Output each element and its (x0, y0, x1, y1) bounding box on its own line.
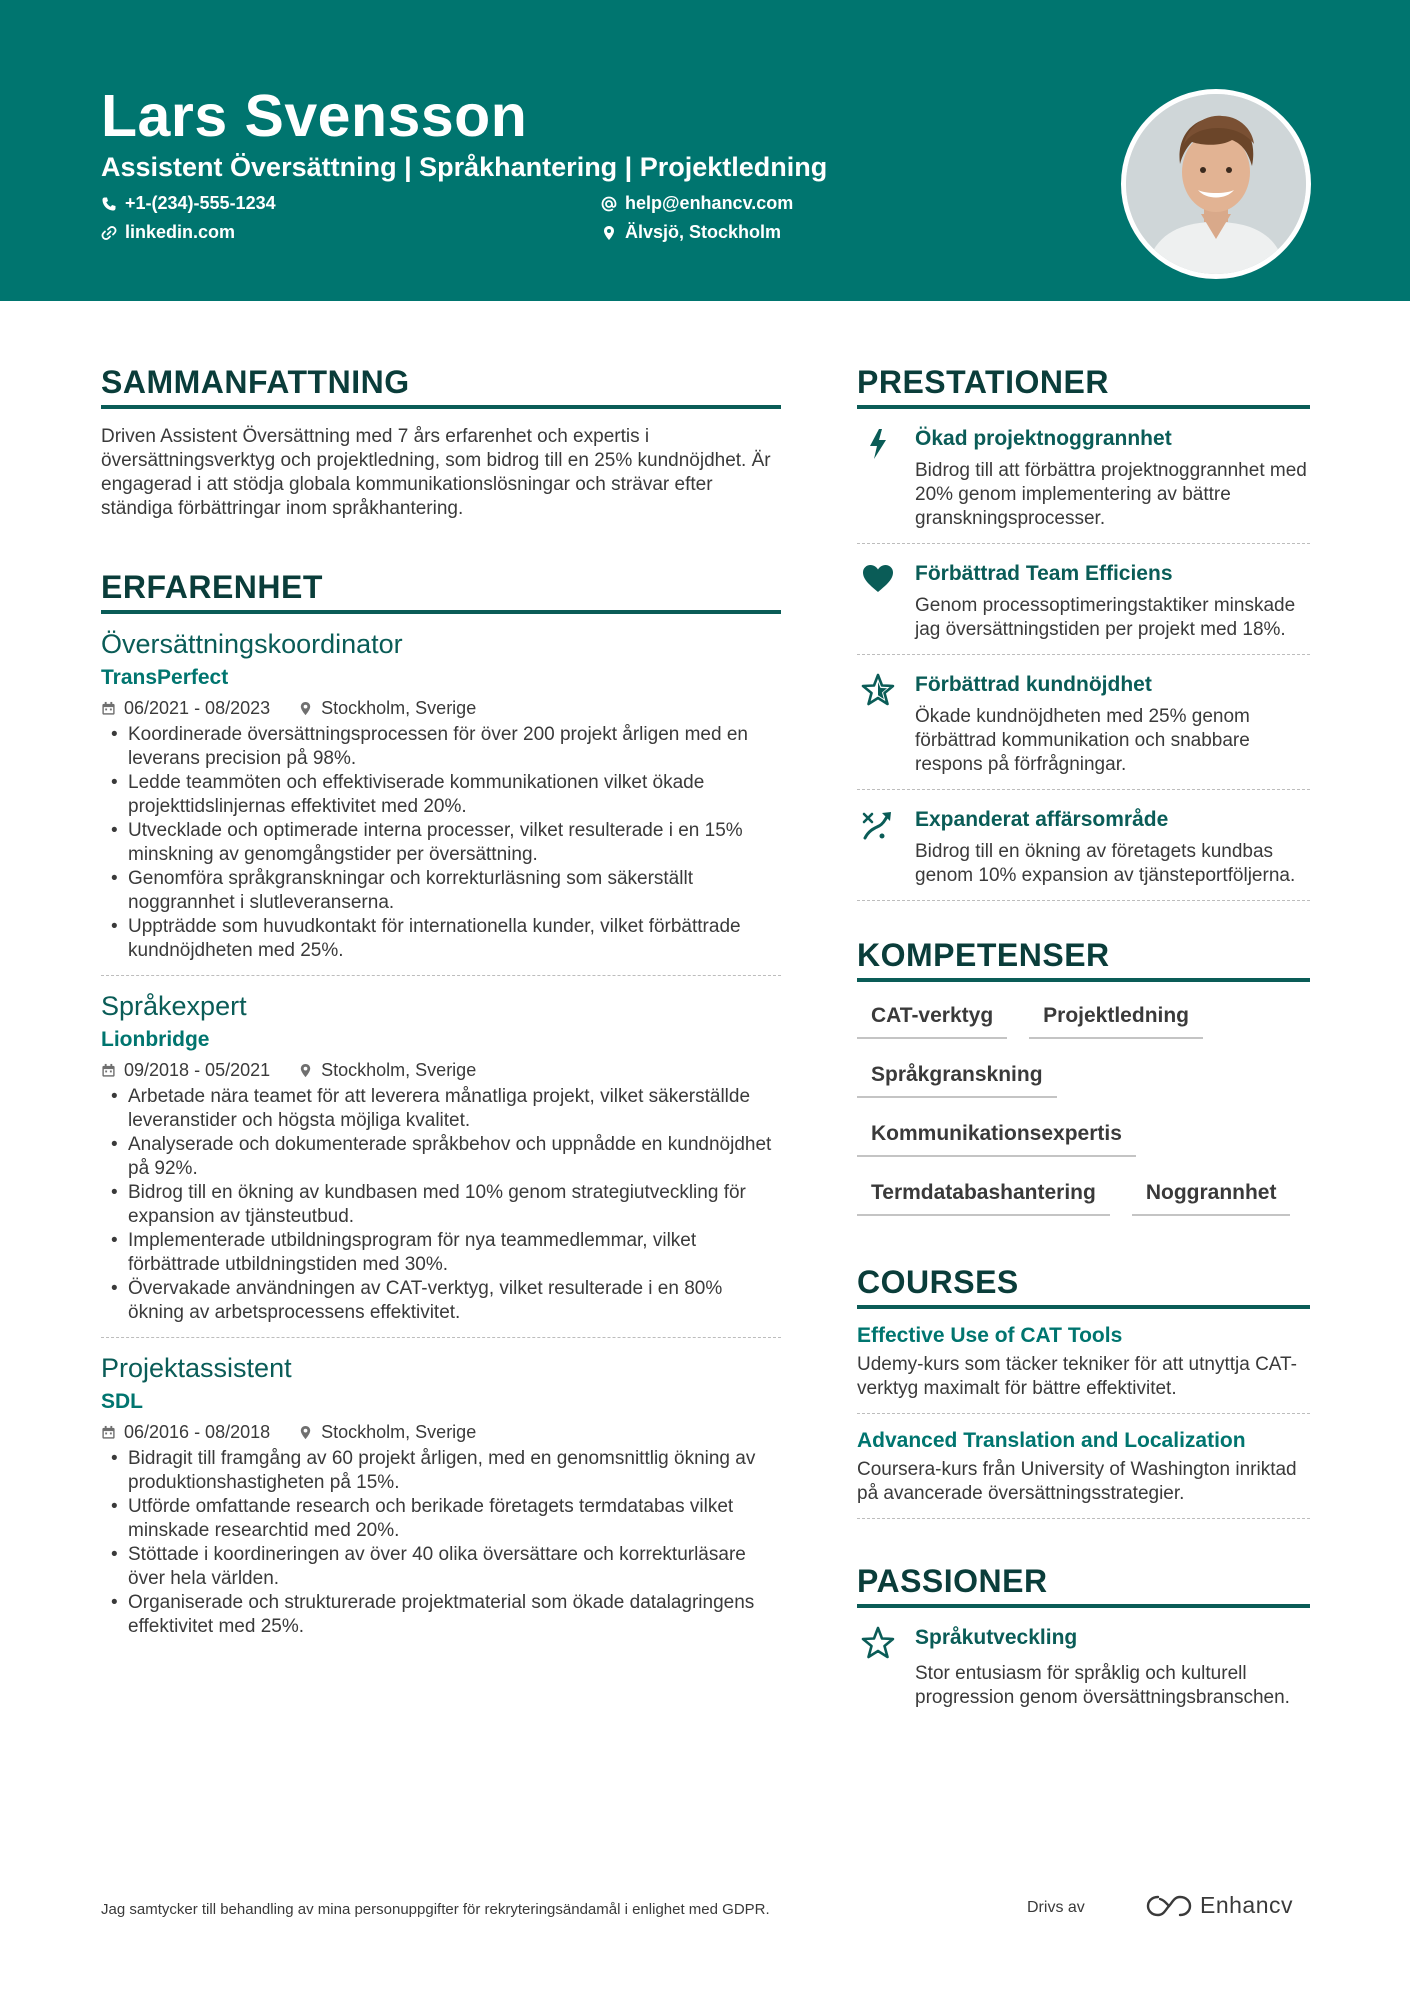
calendar-icon (101, 1425, 116, 1440)
job-bullet: • Bidrog till en ökning av kundbasen med 10% genom strategiutveckling för expansion av tjänsteutbud. (101, 1181, 781, 1229)
location-pin-icon (298, 1063, 313, 1078)
achievement-title: Förbättrad kundnöjdhet (915, 673, 1152, 696)
candidate-name: Lars Svensson (101, 83, 528, 149)
skill-tag: Språkgranskning (857, 1055, 1057, 1098)
job-bullet: • Uppträdde som huvudkontakt för internationella kunder, vilket förbättrade kundnöjdheten med 25%. (101, 915, 781, 963)
company-name: TransPerfect (101, 666, 229, 689)
job-dates (101, 698, 270, 719)
phone-text: +1-(234)-555-1234 (125, 193, 276, 213)
job-title: Projektassistent (101, 1353, 292, 1383)
skill-tag: CAT-verktyg (857, 996, 1007, 1039)
job-bullet: • Implementerade utbildningsprogram för nya teammedlemmar, vilket förbättrade utbildningstiden med 30%. (101, 1229, 781, 1277)
lightning-icon (861, 427, 895, 461)
job-dates (101, 1422, 270, 1443)
skill-tag: Kommunikationsexpertis (857, 1114, 1136, 1157)
job-bullet: • Bidragit till framgång av 60 projekt årligen, med en genomsnittlig ökning av produktionshastigheten på 15%. (101, 1447, 781, 1495)
job-bullets (101, 1447, 781, 1639)
job-meta (101, 1060, 781, 1081)
candidate-headline: Assistent Översättning | Språkhantering | Projektledning (101, 152, 828, 182)
skill-tag: Noggrannhet (1132, 1173, 1291, 1216)
link-icon (101, 225, 117, 241)
job-entry (101, 628, 781, 976)
company-name: SDL (101, 1390, 143, 1413)
achievement-desc: Bidrog till att förbättra projektnoggrannhet med 20% genom implementering av bättre granskningsprocesser. (915, 460, 1307, 529)
achievement-item (857, 655, 1310, 790)
job-location (298, 1422, 476, 1443)
job-bullet: • Genomföra språkgranskningar och korrekturläsning som säkerställt noggrannhet i slutleveranserna. (101, 867, 781, 915)
profile-photo (1121, 89, 1311, 279)
location-pin-icon (601, 225, 617, 241)
skills-list (857, 996, 1310, 1216)
course-item (857, 1414, 1310, 1519)
job-bullet: • Övervakade användningen av CAT-verktyg, vilket resulterade i en 80% ökning av arbetsprocessens effektivitet. (101, 1277, 781, 1325)
job-dates-text: 06/2016 - 08/2018 (124, 1422, 271, 1442)
right-column (857, 364, 1310, 1722)
calendar-icon (101, 1063, 116, 1078)
at-icon (601, 196, 617, 212)
job-entry (101, 1352, 781, 1639)
phone-icon (101, 196, 117, 212)
course-title: Advanced Translation and Localization (857, 1429, 1246, 1452)
job-bullet: • Arbetade nära teamet för att leverera månatliga projekt, vilket säkerställde leveranstider och högsta möjliga kvalitet. (101, 1085, 781, 1133)
job-bullet: • Stöttade i koordineringen av över 40 olika översättare och korrekturläsare över hela världen. (101, 1543, 781, 1591)
course-desc: Udemy-kurs som täcker tekniker för att utnyttja CAT-verktyg maximalt för bättre effektivitet. (857, 1354, 1297, 1399)
job-entry (101, 990, 781, 1338)
achievements-heading: PRESTATIONER (857, 364, 1310, 409)
course-title: Effective Use of CAT Tools (857, 1324, 1123, 1347)
contact-location (601, 222, 781, 243)
achievement-desc: Genom processoptimeringstaktiker minskade jag översättningstiden per projekt med 18%. (915, 595, 1296, 640)
job-bullet: • Koordinerade översättningsprocessen för över 200 projekt årligen med en leverans precision på 98%. (101, 723, 781, 771)
job-dates (101, 1060, 270, 1081)
location-pin-icon (298, 1425, 313, 1440)
summary-text: Driven Assistent Översättning med 7 års erfarenhet och expertis i översättningsverktyg och projektledning, som bidrog till en 25% kundnöjdhet. Är engagerad i att stödja globala kommunikationslösningar och strävar efter ständiga förbättringar inom språkhantering. (101, 426, 771, 519)
email-text: help@enhancv.com (625, 193, 794, 213)
job-meta (101, 698, 781, 719)
achievement-item (857, 790, 1310, 901)
enhancv-wordmark: Enhancv (1200, 1892, 1294, 1918)
job-dates-text: 06/2021 - 08/2023 (124, 698, 271, 718)
job-location (298, 1060, 476, 1081)
passion-title: Språkutveckling (915, 1626, 1078, 1649)
header-banner (0, 0, 1410, 301)
growth-arrow-icon (861, 808, 895, 842)
star-outline-icon (861, 1626, 895, 1660)
achievement-title: Ökad projektnoggrannhet (915, 427, 1172, 450)
location-pin-icon (298, 701, 313, 716)
job-bullets (101, 723, 781, 963)
achievement-item (857, 409, 1310, 544)
job-meta (101, 1422, 781, 1443)
contact-linkedin[interactable] (101, 222, 235, 243)
divider (101, 1337, 781, 1338)
achievement-item (857, 544, 1310, 655)
heart-icon (861, 562, 895, 596)
left-column (101, 364, 781, 1639)
passion-item (857, 1608, 1310, 1722)
course-desc: Coursera-kurs från University of Washington inriktad på avancerade översättningsstrategier. (857, 1459, 1297, 1504)
job-title: Översättningskoordinator (101, 629, 403, 659)
linkedin-text: linkedin.com (125, 222, 236, 242)
gdpr-consent: Jag samtycker till behandling av mina personuppgifter för rekryteringsändamål i enlighet med GDPR. (101, 1901, 770, 1918)
achievement-title: Expanderat affärsområde (915, 808, 1169, 831)
job-location (298, 698, 476, 719)
passions-heading: PASSIONER (857, 1563, 1310, 1608)
achievement-desc: Bidrog till en ökning av företagets kundbas genom 10% expansion av tjänsteportföljerna. (915, 841, 1296, 886)
job-title: Språkexpert (101, 991, 247, 1021)
job-bullets (101, 1085, 781, 1325)
experience-heading: ERFARENHET (101, 569, 781, 614)
enhancv-logo[interactable] (1146, 1892, 1293, 1919)
job-location-text: Stockholm, Sverige (321, 698, 477, 718)
course-item (857, 1309, 1310, 1414)
job-location-text: Stockholm, Sverige (321, 1060, 477, 1080)
job-bullet: • Organiserade och strukturerade projektmaterial som ökade datalagringens effektivitet med 25%. (101, 1591, 781, 1639)
achievement-title: Förbättrad Team Efficiens (915, 562, 1173, 585)
job-bullet: • Analyserade och dokumenterade språkbehov och uppnådde en kundnöjdhet på 92%. (101, 1133, 781, 1181)
skill-tag: Termdatabashantering (857, 1173, 1110, 1216)
job-location-text: Stockholm, Sverige (321, 1422, 477, 1442)
job-dates-text: 09/2018 - 05/2021 (124, 1060, 271, 1080)
contact-email[interactable] (601, 193, 793, 214)
enhancv-logo-icon (1146, 1894, 1192, 1918)
achievement-desc: Ökade kundnöjdheten med 25% genom förbättrad kommunikation och snabbare respons på förfrågningar. (915, 706, 1250, 775)
skills-heading: KOMPETENSER (857, 937, 1310, 982)
powered-by-label: Drivs av (1027, 1899, 1085, 1916)
job-bullet: • Ledde teammöten och effektiviserade kommunikationen vilket ökade projekttidslinjernas effektivitet med 20%. (101, 771, 781, 819)
location-text: Älvsjö, Stockholm (625, 222, 782, 242)
star-icon (861, 673, 895, 707)
summary-heading: SAMMANFATTNING (101, 364, 781, 409)
passion-desc: Stor entusiasm för språklig och kulturell progression genom översättningsbranschen. (915, 1663, 1290, 1708)
skill-tag: Projektledning (1029, 996, 1203, 1039)
courses-heading: COURSES (857, 1264, 1310, 1309)
job-bullet: • Utförde omfattande research och berikade företagets termdatabas vilket minskade researchtid med 20%. (101, 1495, 781, 1543)
contact-phone[interactable] (101, 193, 276, 214)
divider (101, 975, 781, 976)
calendar-icon (101, 701, 116, 716)
company-name: Lionbridge (101, 1028, 210, 1051)
job-bullet: • Utvecklade och optimerade interna processer, vilket resulterade i en 15% minskning av genomgångstider per översättning. (101, 819, 781, 867)
